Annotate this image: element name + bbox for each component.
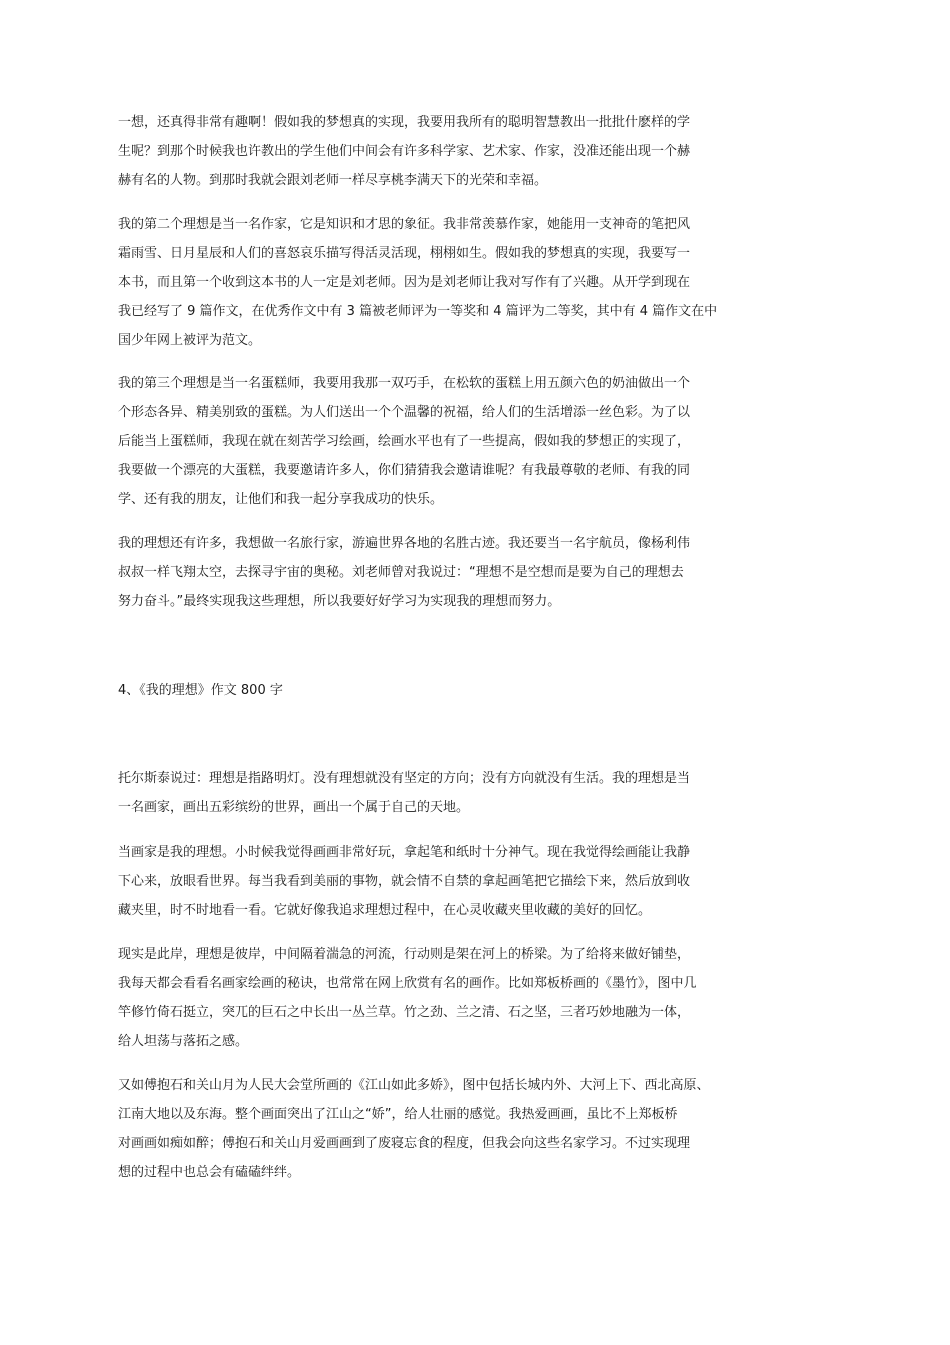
text-line: 江南大地以及东海。整个画面突出了江山之“娇”，给人壮丽的感觉。我热爱画画，虽比不上郑板桥 (118, 1107, 678, 1122)
text-line: 赫有名的人物。到那时我就会跟刘老师一样尽享桃李满天下的光荣和幸福。 (118, 173, 548, 188)
paragraph-teacher-dream (118, 108, 838, 195)
text-line: 现实是此岸，理想是彼岸，中间隔着湍急的河流，行动则是架在河上的桥梁。为了给将来做好铺垫， (118, 947, 691, 962)
text-line: 我的理想还有许多，我想做一名旅行家，游遍世界各地的名胜古迹。我还要当一名宇航员，像杨利伟 (118, 536, 691, 551)
paragraph-tolstoy-quote (118, 764, 838, 822)
text-line: 霜雨雪、日月星辰和人们的喜怒哀乐描写得活灵活现，栩栩如生。假如我的梦想真的实现，我要写一 (118, 246, 691, 261)
text-line: 一想，还真得非常有趣啊！假如我的梦想真的实现，我要用我所有的聪明智慧教出一批批什麽样的学 (118, 115, 691, 130)
text-line: 叔叔一样飞翔太空，去探寻宇宙的奥秘。刘老师曾对我说过：“理想不是空想而是要为自己的理想去 (118, 565, 684, 580)
text-line: 一名画家，画出五彩缤纷的世界，画出一个属于自己的天地。 (118, 800, 470, 815)
text-line: 又如傅抱石和关山月为人民大会堂所画的《江山如此多娇》，图中包括长城内外、大河上下、西北高原、 (118, 1078, 710, 1093)
text-line: 我要做一个漂亮的大蛋糕，我要邀请许多人，你们猜猜我会邀请谁呢？有我最尊敬的老师、有我的同 (118, 463, 691, 478)
paragraph-painter-dream (118, 838, 838, 925)
text-line: 我的第三个理想是当一名蛋糕师，我要用我那一双巧手，在松软的蛋糕上用五颜六色的奶油做出一个 (118, 376, 691, 391)
text-line: 学、还有我的朋友，让他们和我一起分享我成功的快乐。 (118, 492, 444, 507)
text-line: 生呢？到那个时候我也许教出的学生他们中间会有许多科学家、艺术家、作家，没准还能出现一个赫 (118, 144, 691, 159)
paragraph-more-dreams (118, 529, 838, 616)
text-line: 对画画如痴如醉；傅抱石和关山月爱画画到了废寝忘食的程度，但我会向这些名家学习。不过实现理 (118, 1136, 691, 1151)
section-heading: 4、《我的理想》作文 800 字 (118, 683, 283, 698)
text-line: 竿修竹倚石挺立，突兀的巨石之中长出一丛兰草。竹之劲、兰之清、石之坚，三者巧妙地融为一体， (118, 1005, 691, 1020)
text-line: 本书，而且第一个收到这本书的人一定是刘老师。因为是刘老师让我对写作有了兴趣。从开学到现在 (118, 275, 691, 290)
paragraph-baker-dream (118, 369, 838, 514)
paragraph-writer-dream (118, 210, 838, 355)
text-line: 托尔斯泰说过：理想是指路明灯。没有理想就没有坚定的方向；没有方向就没有生活。我的理想是当 (118, 771, 691, 786)
text-line: 国少年网上被评为范文。 (118, 333, 262, 348)
text-line: 努力奋斗。”最终实现我这些理想，所以我要好好学习为实现我的理想而努力。 (118, 594, 561, 609)
paragraph-reality-shore (118, 940, 838, 1056)
text-line: 当画家是我的理想。小时候我觉得画画非常好玩，拿起笔和纸时十分神气。现在我觉得绘画能让我静 (118, 845, 691, 860)
text-line: 藏夹里，时不时地看一看。它就好像我追求理想过程中，在心灵收藏夹里收藏的美好的回忆。 (118, 903, 652, 918)
text-line: 后能当上蛋糕师，我现在就在刻苦学习绘画，绘画水平也有了一些提高，假如我的梦想正的实现了， (118, 434, 691, 449)
paragraph-fu-baoshi (118, 1071, 838, 1187)
text-line: 个形态各异、精美别致的蛋糕。为人们送出一个个温馨的祝福，给人们的生活增添一丝色彩。为了以 (118, 405, 691, 420)
text-line: 下心来，放眼看世界。每当我看到美丽的事物，就会情不自禁的拿起画笔把它描绘下来，然后放到收 (118, 874, 691, 889)
text-line: 我已经写了 9 篇作文，在优秀作文中有 3 篇被老师评为一等奖和 4 篇评为二等奖，其中有 4 篇作文在中 (118, 304, 718, 319)
text-line: 想的过程中也总会有磕磕绊绊。 (118, 1165, 301, 1180)
text-line: 给人坦荡与落拓之感。 (118, 1034, 249, 1049)
text-line: 我每天都会看看名画家绘画的秘诀，也常常在网上欣赏有名的画作。比如郑板桥画的《墨竹》，图中几 (118, 976, 697, 991)
text-line: 我的第二个理想是当一名作家，它是知识和才思的象征。我非常羡慕作家，她能用一支神奇的笔把风 (118, 217, 691, 232)
